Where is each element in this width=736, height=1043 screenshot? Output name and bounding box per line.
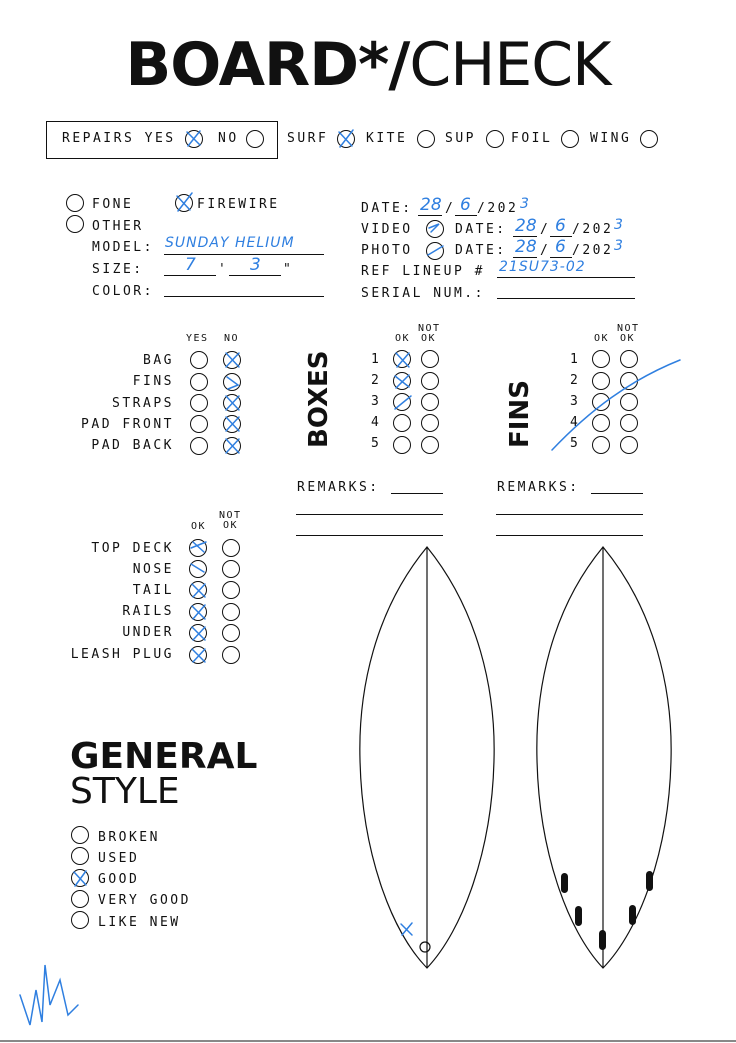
- boxes-col-ok: OK: [395, 333, 411, 344]
- size-label: SIZE:: [92, 262, 144, 277]
- boxes-remarks-label: REMARKS:: [297, 480, 380, 495]
- photo-month[interactable]: 6: [555, 237, 566, 257]
- boxes-num-2: 2: [371, 373, 382, 388]
- ref-lineup-value[interactable]: 21SU73-02: [499, 259, 586, 275]
- boxes-col-not-ok: OK: [421, 333, 437, 344]
- model-label: MODEL:: [92, 240, 154, 255]
- condition-label-rails: RAILS: [122, 604, 174, 619]
- condition-col-not-ok: OK: [223, 520, 239, 531]
- repairs-no-label: NO: [218, 131, 239, 146]
- condition-label-leash-plug: LEASH PLUG: [70, 647, 174, 662]
- size-feet-value[interactable]: 7: [185, 255, 196, 275]
- leash-plug-icon: [420, 942, 430, 952]
- accessories-col-yes: YES: [186, 333, 209, 344]
- date-slash: /: [445, 201, 456, 216]
- style-good-label: GOOD: [98, 872, 140, 887]
- surfboard-bottom-outline: [537, 547, 671, 968]
- type-kite-label: KITE: [366, 131, 408, 146]
- fins-num-1: 1: [570, 352, 581, 367]
- pen-x-marks: [74, 130, 680, 935]
- video-year-digit[interactable]: 3: [614, 217, 623, 233]
- serial-num-label: SERIAL NUM.:: [361, 286, 485, 301]
- date-year: /202: [477, 201, 519, 216]
- size-end: ": [283, 262, 294, 277]
- type-surf-label: SURF: [287, 131, 329, 146]
- size-inches-value[interactable]: 3: [250, 255, 261, 275]
- fins-remarks-label: REMARKS:: [497, 480, 580, 495]
- type-wing-label: WING: [590, 131, 632, 146]
- condition-label-under: UNDER: [122, 625, 174, 640]
- video-day[interactable]: 28: [515, 216, 537, 236]
- date-year-digit[interactable]: 3: [520, 196, 529, 212]
- accessory-label-straps: STRAPS: [112, 396, 174, 411]
- video-date-label: DATE:: [455, 222, 507, 237]
- surfboard-deck-outline: [360, 547, 494, 968]
- video-slash: /: [540, 222, 551, 237]
- boxes-num-4: 4: [371, 415, 382, 430]
- photo-label: PHOTO: [361, 243, 413, 258]
- condition-col-not: NOT: [219, 510, 242, 521]
- photo-year: /202: [572, 243, 614, 258]
- brand-firewire-label: FIREWIRE: [197, 197, 280, 212]
- video-label: VIDEO: [361, 222, 413, 237]
- condition-label-nose: NOSE: [132, 562, 174, 577]
- style-like-new-label: LIKE NEW: [98, 915, 181, 930]
- boxes-num-3: 3: [371, 394, 382, 409]
- signature: [20, 965, 78, 1025]
- fins-heading: FINS: [505, 380, 535, 448]
- boxes-col-not: NOT: [418, 323, 441, 334]
- boxes-num-5: 5: [371, 436, 382, 451]
- photo-year-digit[interactable]: 3: [614, 238, 623, 254]
- general-style-heading-light: STYLE: [70, 771, 180, 812]
- fins-num-5: 5: [570, 436, 581, 451]
- photo-slash: /: [540, 243, 551, 258]
- video-month[interactable]: 6: [555, 216, 566, 236]
- photo-day[interactable]: 28: [515, 237, 537, 257]
- color-label: COLOR:: [92, 284, 154, 299]
- fins-num-3: 3: [570, 394, 581, 409]
- brand-fone-label: FONE: [92, 197, 134, 212]
- style-broken-label: BROKEN: [98, 830, 160, 845]
- date-month[interactable]: 6: [460, 195, 471, 215]
- fins-col-not-ok: OK: [620, 333, 636, 344]
- fins-col-ok: OK: [594, 333, 610, 344]
- accessory-label-fins: FINS: [132, 374, 174, 389]
- boxes-num-1: 1: [371, 352, 382, 367]
- fins-num-4: 4: [570, 415, 581, 430]
- condition-label-top-deck: TOP DECK: [91, 541, 174, 556]
- ref-lineup-label: REF LINEUP #: [361, 264, 485, 279]
- size-sep: ': [218, 262, 229, 277]
- accessory-label-pad-front: PAD FRONT: [81, 417, 174, 432]
- accessories-col-no: NO: [224, 333, 240, 344]
- page-title: BOARD*/CHECK: [125, 30, 611, 100]
- date-label: DATE:: [361, 201, 413, 216]
- style-used-label: USED: [98, 851, 140, 866]
- accessory-label-pad-back: PAD BACK: [91, 438, 174, 453]
- style-very-good-label: VERY GOOD: [98, 893, 191, 908]
- model-value[interactable]: SUNDAY HELIUM: [165, 235, 295, 251]
- fins-col-not: NOT: [617, 323, 640, 334]
- boxes-heading: BOXES: [304, 350, 334, 448]
- video-year: /202: [572, 222, 614, 237]
- condition-label-tail: TAIL: [132, 583, 174, 598]
- condition-col-ok: OK: [191, 521, 207, 532]
- type-sup-label: SUP: [445, 131, 476, 146]
- date-day[interactable]: 28: [420, 195, 442, 215]
- repairs-yes-label: REPAIRS YES: [62, 131, 176, 146]
- fins-num-2: 2: [570, 373, 581, 388]
- general-style-heading-bold: GENERAL: [70, 736, 258, 777]
- photo-date-label: DATE:: [455, 243, 507, 258]
- accessory-label-bag: BAG: [143, 353, 174, 368]
- brand-other-label: OTHER: [92, 219, 144, 234]
- type-foil-label: FOIL: [511, 131, 553, 146]
